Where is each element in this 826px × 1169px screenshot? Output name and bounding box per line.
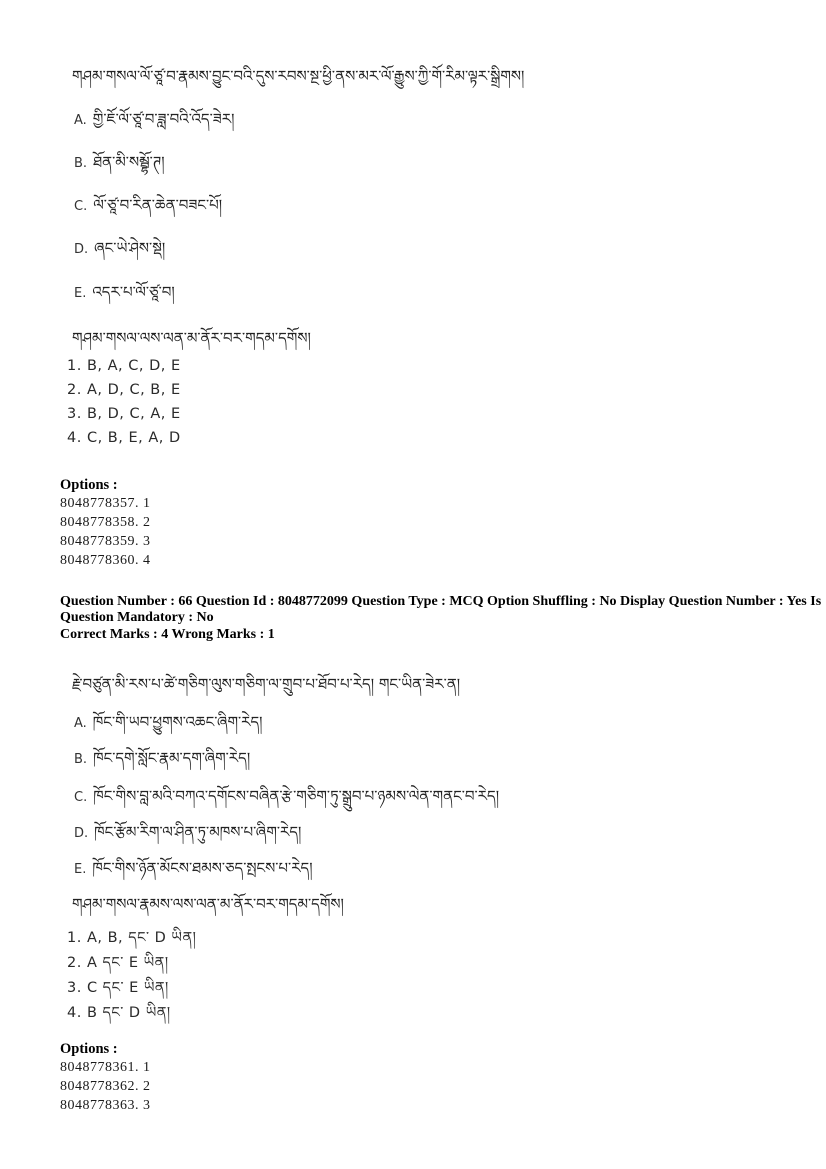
q66-metadata-marks: Correct Marks : 4 Wrong Marks : 1	[60, 626, 275, 642]
q66-option-id-1: 8048778361. 1	[60, 1060, 151, 1075]
choice-label: B.	[74, 156, 88, 171]
q65-prompt: གཤམ་གསལ་ལོ་ཙཱ་བ་རྣམས་བྱུང་བའི་དུས་རབས་སྔ་ཕྱི་ནས་མར་ལོ་རྒྱུས་ཀྱི་གོ་རིམ་ལྟར་སྒྲིགས།	[72, 67, 525, 85]
choice-label: D.	[74, 826, 89, 841]
q65-choice-d	[74, 232, 165, 274]
choice-label: E.	[74, 862, 87, 877]
q65-options-heading: Options :	[60, 477, 118, 493]
choice-label: C.	[74, 199, 88, 214]
choice-text: ཁོང་གིས་བླ་མའི་བཀའ་དགོངས་བཞིན་རྩེ་གཅིག་ཏུ་སྒྲུབ་པ་ཉམས་ལེན་གནང་བ་རེད།	[93, 787, 500, 805]
choice-text: གྱི་ཇོ་ལོ་ཙཱ་བ་ཟླ་བའི་འོད་ཟེར།	[92, 110, 235, 128]
q66-answer-option-4: 4. B དང་ D ཡིན།	[67, 1005, 171, 1021]
q65-answer-option-3: 3. B, D, C, A, E	[67, 406, 181, 422]
choice-text: འདར་པ་ལོ་ཙཱ་བ།	[92, 283, 175, 301]
q66-option-id-3: 8048778363. 3	[60, 1098, 151, 1113]
choice-text: ཐོན་མི་སམྦྷོ་ཊ།	[93, 153, 165, 171]
q66-answer-option-1: 1. A, B, དང་ D ཡིན།	[67, 930, 197, 946]
choice-text: ཁོང་གི་ཡབ་ཕྱུགས་འཆང་ཞིག་རེད།	[92, 713, 263, 731]
q65-choice-e	[74, 276, 175, 318]
q65-instruction: གཤམ་གསལ་ལས་ལན་མ་ནོར་བར་གདམ་དགོས།	[72, 329, 311, 347]
q65-answer-option-1: 1. B, A, C, D, E	[67, 358, 181, 374]
q65-choice-b	[74, 146, 165, 188]
q65-option-id-4: 8048778360. 4	[60, 553, 151, 568]
q65-choice-c	[74, 189, 222, 231]
choice-label: B.	[74, 752, 88, 767]
choice-label: E.	[74, 286, 87, 301]
q66-instruction: གཤམ་གསལ་རྣམས་ལས་ལན་མ་ནོར་བར་གདམ་དགོས།	[72, 895, 344, 913]
choice-label: A.	[74, 113, 87, 128]
choice-text: ཁོང་རྩོམ་རིག་ལ་ཤིན་ཏུ་མཁས་པ་ཞིག་རེད།	[94, 823, 302, 841]
q66-choice-b	[74, 742, 250, 784]
choice-label: A.	[74, 716, 87, 731]
q65-option-id-1: 8048778357. 1	[60, 496, 151, 511]
choice-text: ཁོང་གིས་ཉོན་མོངས་ཐམས་ཅད་སྤངས་པ་རེད།	[92, 859, 313, 877]
choice-text: ཁོང་དགེ་སློང་རྣམ་དག་ཞིག་རེད།	[93, 749, 251, 767]
q66-prompt: རྗེ་བཙུན་མི་རས་པ་ཚེ་གཅིག་ལུས་གཅིག་ལ་གྲུབ་པ་ཐོབ་པ་རེད། གང་ཡིན་ཟེར་ན།	[72, 675, 461, 693]
q65-option-id-2: 8048778358. 2	[60, 515, 151, 530]
choice-label: C.	[74, 790, 88, 805]
q66-option-id-2: 8048778362. 2	[60, 1079, 151, 1094]
q66-answer-option-2: 2. A དང་ E ཡིན།	[67, 955, 169, 971]
q65-option-id-3: 8048778359. 3	[60, 534, 151, 549]
q65-answer-option-4: 4. C, B, E, A, D	[67, 430, 181, 446]
choice-text: ལོ་ཙཱ་བ་རིན་ཆེན་བཟང་པོ།	[93, 196, 223, 214]
q65-choice-a	[74, 103, 234, 145]
q66-options-heading: Options :	[60, 1041, 118, 1057]
choice-text: ཞང་ཡེ་ཤེས་སྡེ།	[94, 239, 166, 257]
q65-answer-option-2: 2. A, D, C, B, E	[67, 382, 181, 398]
q66-answer-option-3: 3. C དང་ E ཡིན།	[67, 980, 169, 996]
q66-metadata	[60, 594, 822, 643]
q66-metadata-line1: Question Number : 66 Question Id : 8048772099 Question Type : MCQ Option Shuffling : No Display Question Number : Yes Is Question Mandatory : No	[60, 594, 822, 625]
choice-label: D.	[74, 242, 89, 257]
